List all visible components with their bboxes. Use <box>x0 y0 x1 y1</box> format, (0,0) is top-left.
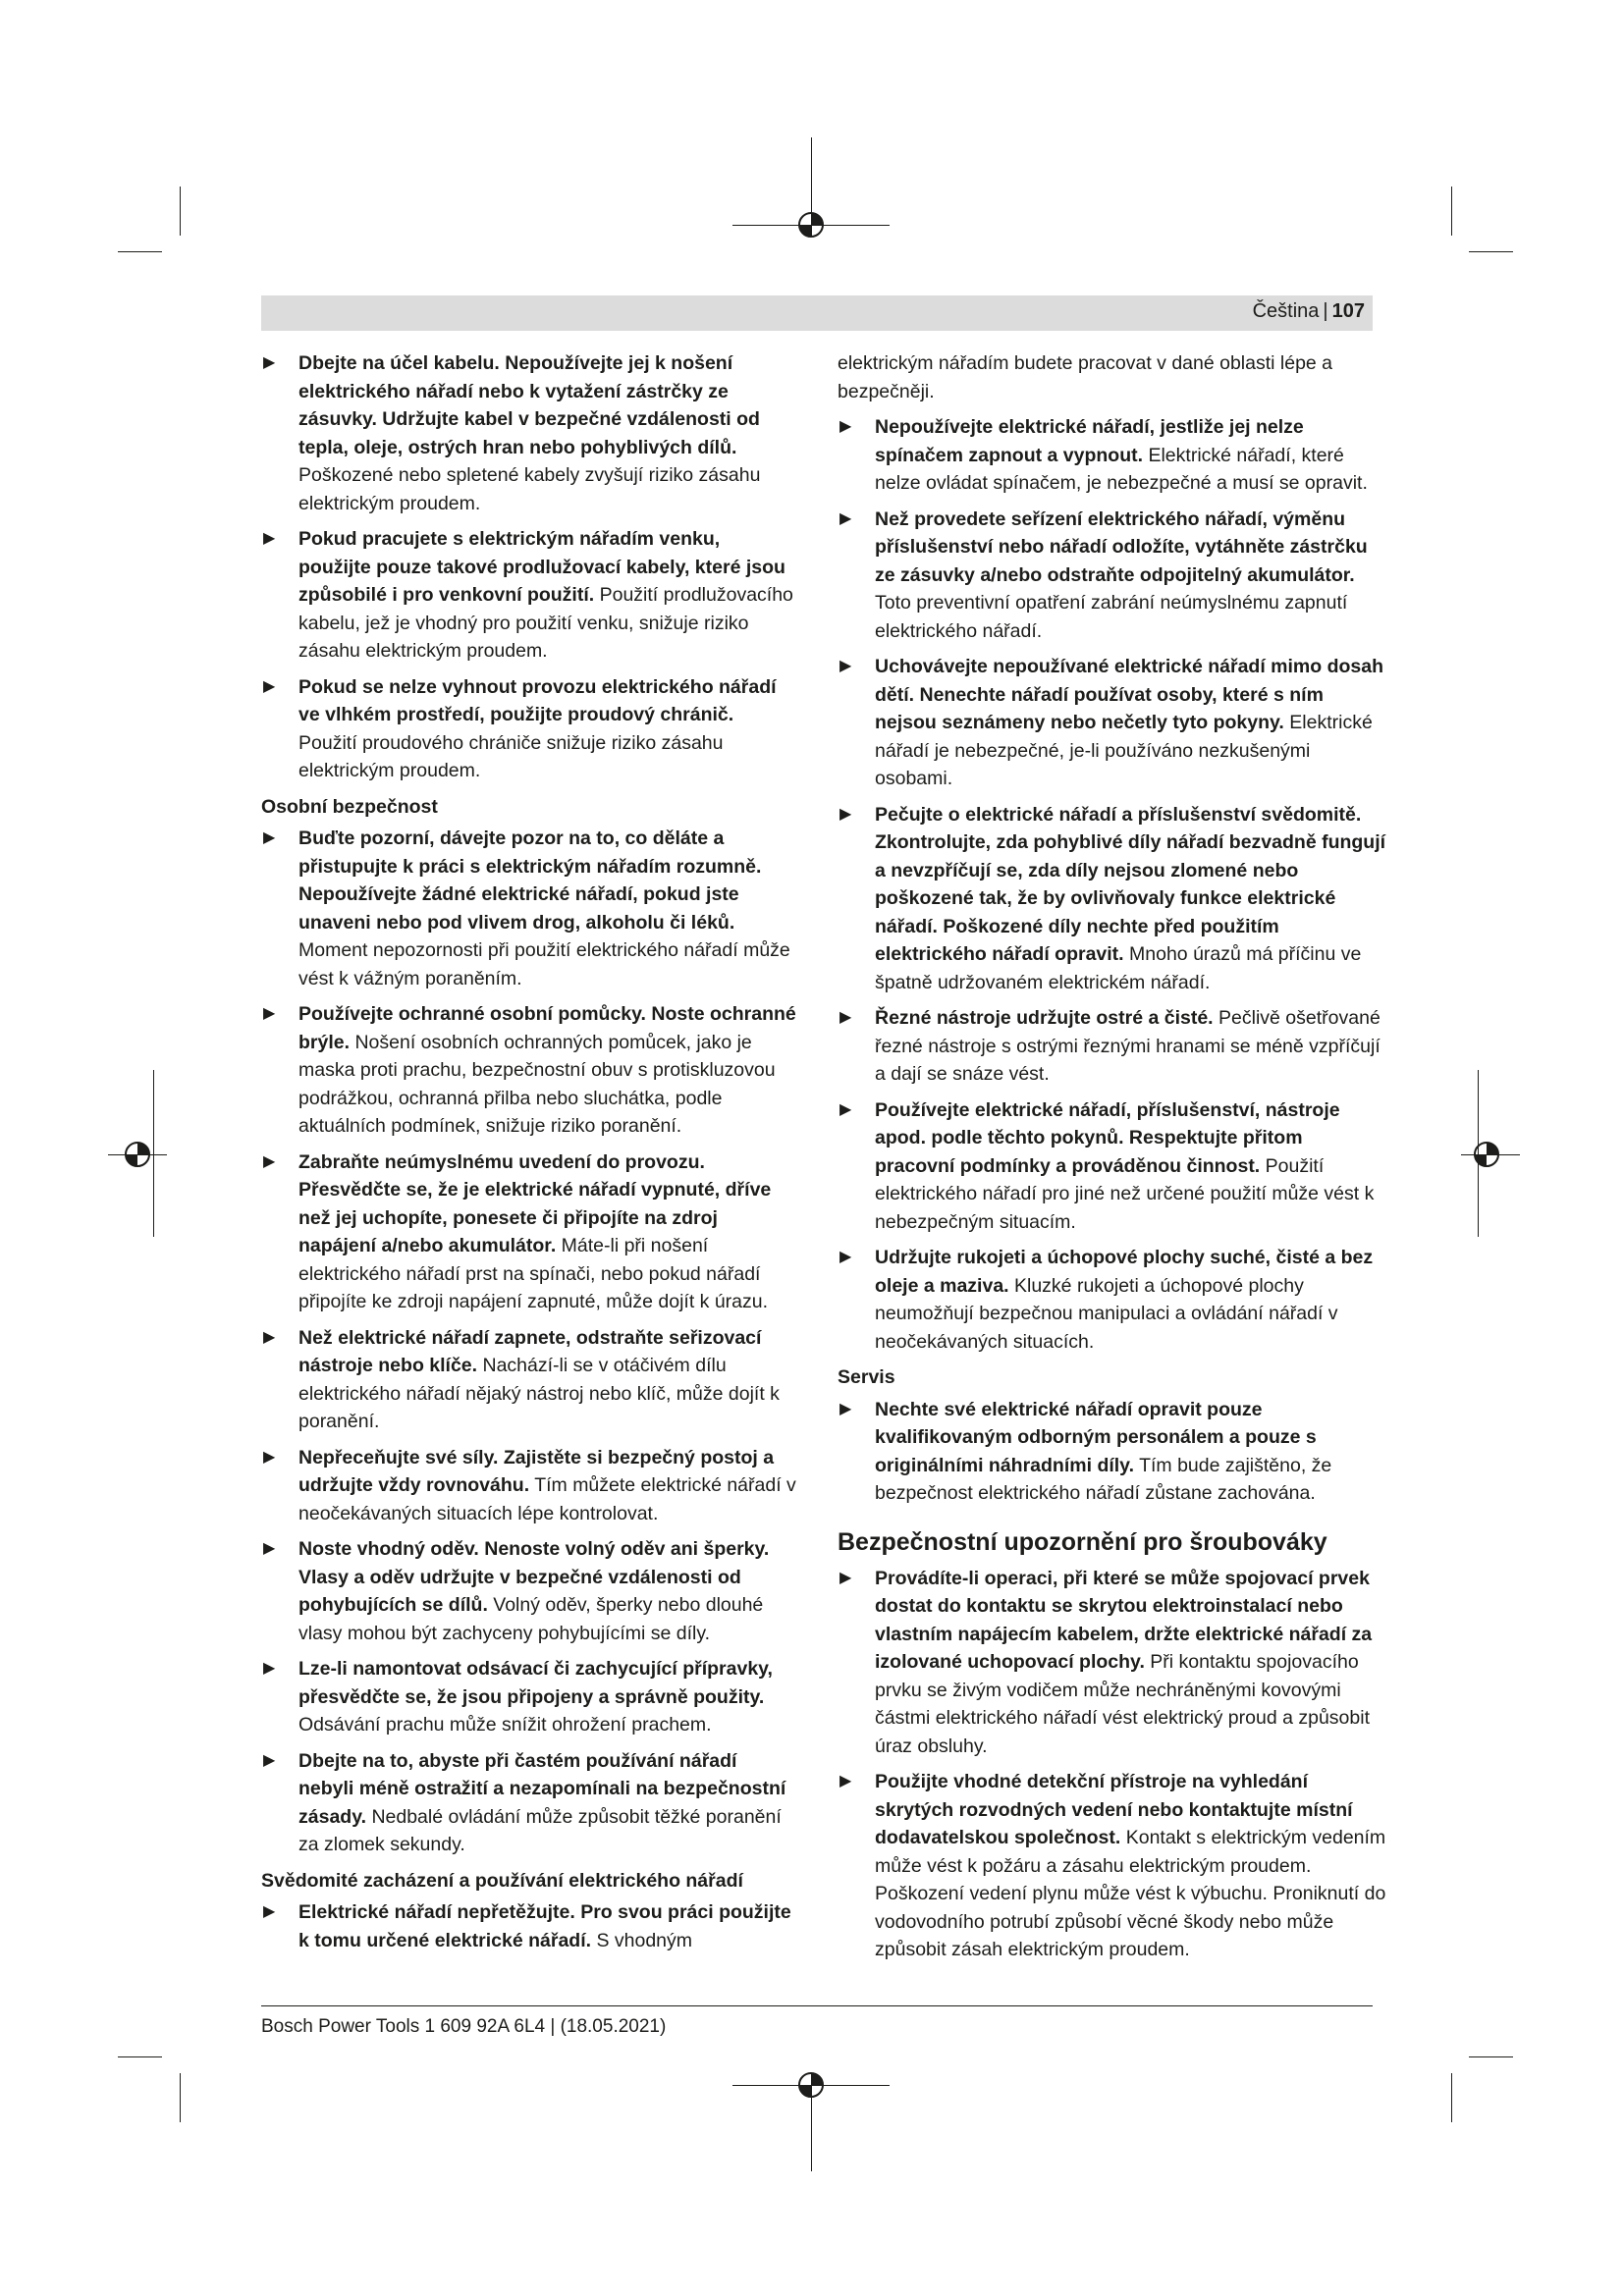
item-bold-text: Pokud se nelze vyhnout provozu elektrického nářadí ve vlhkém prostředí, použijte proudový chránič. <box>298 675 777 725</box>
bullet-arrow-icon: ▶ <box>839 1249 852 1265</box>
bullet-arrow-icon: ▶ <box>839 509 852 527</box>
left-items-b <box>261 825 796 1859</box>
right-items-a <box>838 413 1387 1356</box>
left-items-a <box>261 349 796 785</box>
heading-personal-safety: Osobní bezpečnost <box>261 795 438 818</box>
left-column <box>261 349 796 1962</box>
bullet-arrow-icon: ▶ <box>839 1773 852 1789</box>
heading-handling: Svědomité zacházení a používání elektrického nářadí <box>261 1869 743 1892</box>
list-item <box>261 1747 796 1859</box>
list-item <box>261 1444 796 1528</box>
right-column <box>838 349 1387 1972</box>
list-item <box>261 525 796 666</box>
list-item <box>838 1396 1387 1508</box>
bullet-arrow-icon: ▶ <box>839 1569 852 1586</box>
item-bold-text: Používejte elektrické nářadí, příslušenství, nástroje apod. podle těchto pokynů. Respektujte přitom pracovní podmínky a prováděnou činnost. <box>875 1098 1340 1177</box>
item-text: Nošení osobních ochranných pomůcek, jako je maska proti prachu, bezpečnostní obuv s protiskluzovou podrážkou, ochranná přilba nebo sluchátka, podle aktuálních podmínek, snižuje riziko poranění. <box>298 1031 776 1137</box>
footer-text: Bosch Power Tools 1 609 92A 6L4 | (18.05.2021) <box>261 2016 667 2037</box>
item-text: Volný oděv, šperky nebo dlouhé vlasy mohou být zachyceny pohybujícími se díly. <box>298 1594 764 1644</box>
page-header <box>261 295 1373 331</box>
item-text: Nachází-li se v otáčivém dílu elektrického nářadí nějaký nástroj nebo klíč, může dojít k poranění. <box>298 1355 780 1432</box>
item-bold-text: Nepoužívejte elektrické nářadí, jestliže jej nelze spínačem zapnout a vypnout. <box>875 416 1304 466</box>
item-text: Kontakt s elektrickým vedením může vést k požáru a zásahu elektrickým proudem. Poškození vedení plynu může vést k výbuchu. Proniknutí do vodovodního potrubí způsobí věcné škody nebo může způsobit zásah elektrickým proudem. <box>875 1827 1386 1960</box>
list-item <box>261 1535 796 1647</box>
item-bold-text: Než provedete seřízení elektrického nářadí, výměnu příslušenství nebo nářadí odložíte, vytáhněte zástrčku ze zásuvky a/nebo odstraňte odpojitelný akumulátor. <box>875 507 1368 586</box>
crop-mark <box>1451 187 1452 236</box>
item-text: Použití prodlužovacího kabelu, jež je vhodný pro použití venku, snižuje riziko zásahu elektrickým proudem. <box>298 584 793 662</box>
item-text: Odsávání prachu může snížit ohrožení prachem. <box>298 1714 712 1735</box>
crop-mark <box>1469 251 1513 252</box>
bullet-arrow-icon: ▶ <box>263 1448 276 1466</box>
crop-mark <box>118 2056 162 2057</box>
item-text: Máte-li při nošení elektrického nářadí prst na spínači, nebo pokud nářadí připojíte ke zdroji napájení zapnuté, může dojít k úrazu. <box>298 1235 769 1312</box>
item-text: Kluzké rukojeti a úchopové plochy neumožňují bezpečnou manipulaci a ovládání nářadí v neočekávaných situacích. <box>875 1274 1338 1353</box>
bullet-arrow-icon: ▶ <box>263 1751 276 1769</box>
header-language: Čeština <box>1252 300 1320 322</box>
list-item <box>838 1004 1387 1089</box>
item-text: Použití elektrického nářadí pro jiné než určené použití může vést k nebezpečným situacím. <box>875 1154 1375 1233</box>
list-item <box>261 825 796 992</box>
bullet-arrow-icon: ▶ <box>263 1005 276 1022</box>
crop-mark <box>1451 2073 1452 2122</box>
bullet-arrow-icon: ▶ <box>263 1660 276 1677</box>
item-text: Elektrické nářadí je nebezpečné, je-li používáno nezkušenými osobami. <box>875 712 1373 789</box>
bullet-arrow-icon: ▶ <box>839 805 852 823</box>
crop-mark <box>118 251 162 252</box>
item-bold-text: Udržujte rukojeti a úchopové plochy suché, čisté a bez oleje a maziva. <box>875 1247 1374 1297</box>
list-item <box>261 349 796 517</box>
item-bold-text: Lze-li namontovat odsávací či zachycující přípravky, přesvědčte se, že jsou připojeny a správně použity. <box>298 1658 773 1708</box>
item-text: Použití proudového chrániče snižuje riziko zásahu elektrickým proudem. <box>298 731 724 781</box>
list-item <box>261 1000 796 1141</box>
crop-mark <box>1469 2056 1513 2057</box>
item-text: Moment nepozornosti při použití elektrického nářadí může vést k vážným poraněním. <box>298 939 790 989</box>
item-bold-text: Noste vhodný oděv. Nenoste volný oděv ani šperky. Vlasy a oděv udržujte v bezpečné vzdálenosti od pohybujících se dílů. <box>298 1538 770 1616</box>
left-items-c <box>261 1898 796 1954</box>
item-bold-text: Než elektrické nářadí zapnete, odstraňte seřizovací nástroje nebo klíče. <box>298 1326 762 1376</box>
item-text: Nedbalé ovládání může způsobit těžké poranění za zlomek sekundy. <box>298 1805 782 1855</box>
bullet-arrow-icon: ▶ <box>263 530 276 547</box>
list-item <box>261 1898 796 1954</box>
bullet-arrow-icon: ▶ <box>839 1400 852 1417</box>
item-bold-text: Nechte své elektrické nářadí opravit pouze kvalifikovaným odborným personálem a pouze s originálními náhradními díly. <box>875 1398 1317 1476</box>
item-bold-text: Nepřeceňujte své síly. Zajistěte si bezpečný postoj a udržujte vždy rovnováhu. <box>298 1446 775 1496</box>
registration-mark-icon <box>1467 1135 1506 1174</box>
header-separator: | <box>1323 300 1328 322</box>
bullet-arrow-icon: ▶ <box>263 1540 276 1557</box>
item-bold-text: Provádíte-li operaci, při které se může spojovací prvek dostat do kontaktu se skrytou elektroinstalací nebo vlastním napájecím kabelem, držte elektrické nářadí za izolované uchopovací plochy. <box>875 1567 1373 1673</box>
item-text: Mnoho úrazů má příčinu ve špatně udržovaném elektrickém nářadí. <box>875 943 1362 993</box>
item-text: S vhodným <box>596 1929 693 1951</box>
registration-mark-icon <box>791 2065 831 2105</box>
item-text: Elektrické nářadí, které nelze ovládat spínačem, je nebezpečné a musí se opravit. <box>875 444 1368 494</box>
list-item <box>838 506 1387 646</box>
footer-rule <box>261 2005 1373 2006</box>
registration-mark-icon <box>118 1135 157 1174</box>
bullet-arrow-icon: ▶ <box>839 658 852 674</box>
list-item <box>261 673 796 785</box>
list-item <box>838 801 1387 997</box>
bullet-arrow-icon: ▶ <box>263 829 276 846</box>
bullet-arrow-icon: ▶ <box>263 354 276 371</box>
item-bold-text: Dbejte na to, abyste při častém používání nářadí nebyli méně ostražití a nezapomínali na bezpečnostní zásady. <box>298 1749 786 1828</box>
list-item <box>838 1565 1387 1761</box>
item-text: Poškozené nebo spletené kabely zvyšují riziko zásahu elektrickým proudem. <box>298 464 761 514</box>
continuation-text: elektrickým nářadím budete pracovat v dané oblasti lépe a bezpečněji. <box>838 352 1333 402</box>
crop-mark <box>180 2073 181 2122</box>
bullet-arrow-icon: ▶ <box>839 1100 852 1118</box>
registration-mark-icon <box>791 205 831 244</box>
page-number: 107 <box>1331 300 1365 322</box>
bullet-arrow-icon: ▶ <box>839 418 852 435</box>
crop-mark <box>180 187 181 236</box>
item-text: Tím můžete elektrické nářadí v neočekávaných situacích lépe kontrolovat. <box>298 1474 796 1524</box>
bullet-arrow-icon: ▶ <box>263 1328 276 1346</box>
item-bold-text: Použijte vhodné detekční přístroje na vyhledání skrytých rozvodných vedení nebo kontaktujte místní dodavatelskou společnost. <box>875 1771 1353 1848</box>
section-title-screwdrivers: Bezpečnostní upozornění pro šroubováky <box>838 1527 1327 1556</box>
list-item <box>838 1768 1387 1964</box>
list-item <box>261 1148 796 1316</box>
item-text: Toto preventivní opatření zabrání neúmyslnému zapnutí elektrického nářadí. <box>875 592 1348 642</box>
list-item <box>838 413 1387 498</box>
right-items-b <box>838 1396 1387 1508</box>
heading-service: Servis <box>838 1366 895 1388</box>
list-item <box>838 1244 1387 1356</box>
item-bold-text: Používejte ochranné osobní pomůcky. Noste ochranné brýle. <box>298 1003 796 1053</box>
item-text: Pečlivě ošetřované řezné nástroje s ostrými řeznými hranami se méně vzpříčují a dají se snáze vést. <box>875 1007 1380 1085</box>
header-label <box>1253 300 1365 323</box>
bullet-arrow-icon: ▶ <box>263 677 276 695</box>
item-text: Při kontaktu spojovacího prvku se živým vodičem může nechráněnými kovovými částmi elektrického nářadí vést elektrický proud a způsobit úraz obsluhy. <box>875 1651 1370 1757</box>
item-bold-text: Řezné nástroje udržujte ostré a čisté. <box>875 1007 1214 1029</box>
bullet-arrow-icon: ▶ <box>263 1152 276 1170</box>
list-item <box>838 653 1387 793</box>
item-bold-text: Uchovávejte nepoužívané elektrické nářadí mimo dosah dětí. Nenechte nářadí používat osoby, které s ním nejsou seznámeny nebo nečetly tyto pokyny. <box>875 656 1384 733</box>
right-items-c <box>838 1565 1387 1964</box>
bullet-arrow-icon: ▶ <box>839 1009 852 1026</box>
list-item <box>261 1655 796 1739</box>
item-bold-text: Pečujte o elektrické nářadí a příslušenství svědomitě. Zkontrolujte, zda pohyblivé díly nářadí bezvadně fungují a nevzpříčují se, zda díly nejsou zlomené nebo poškozené tak, že by ovlivňovaly funkce elektrické nářadí. Poškozené díly nechte před použitím elektrického nářadí opravit. <box>875 803 1386 965</box>
list-item <box>838 1096 1387 1237</box>
item-bold-text: Dbejte na účel kabelu. Nepoužívejte jej k nošení elektrického nářadí nebo k vytažení zástrčky ze zásuvky. Udržujte kabel v bezpečné vzdálenosti od tepla, oleje, ostrých hran nebo pohyblivých dílů. <box>298 352 760 458</box>
item-bold-text: Zabraňte neúmyslnému uvedení do provozu. Přesvědčte se, že je elektrické nářadí vypnuté, dříve než jej uchopíte, ponesete či připojíte na zdroj napájení a/nebo akumulátor. <box>298 1150 772 1256</box>
item-bold-text: Buďte pozorní, dávejte pozor na to, co děláte a přistupujte k práci s elektrickým nářadím rozumně. Nepoužívejte žádné elektrické nářadí, pokud jste unaveni nebo pod vlivem drog, alkoholu či léků. <box>298 828 762 934</box>
item-text: Tím bude zajištěno, že bezpečnost elektrického nářadí zůstane zachována. <box>875 1454 1332 1504</box>
item-bold-text: Elektrické nářadí nepřetěžujte. Pro svou práci použijte k tomu určené elektrické nářadí. <box>298 1901 791 1951</box>
list-item <box>261 1324 796 1436</box>
item-bold-text: Pokud pracujete s elektrickým nářadím venku, použijte pouze takové prodlužovací kabely, které jsou způsobilé i pro venkovní použití. <box>298 528 785 606</box>
bullet-arrow-icon: ▶ <box>263 1903 276 1920</box>
